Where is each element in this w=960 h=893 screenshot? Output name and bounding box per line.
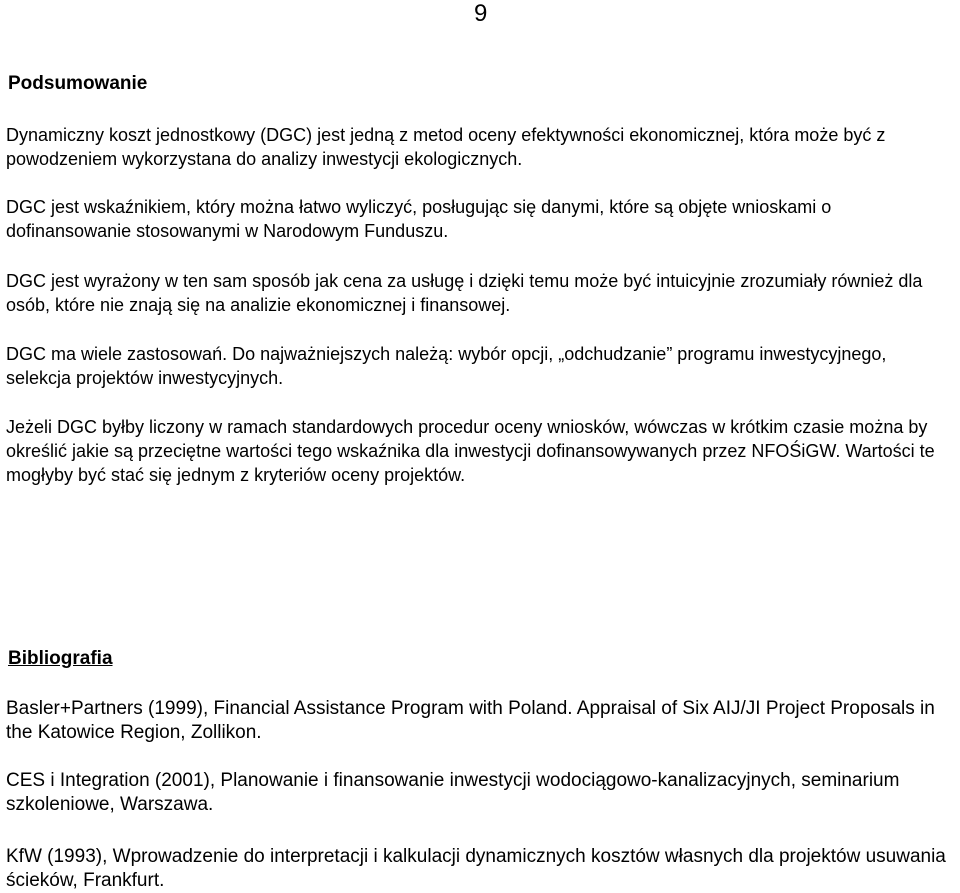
bibliography-entry-2: CES i Integration (2001), Planowanie i finansowanie inwestycji wodociągowo-kanalizacyjnych, seminarium szkoleniowe, Warszawa. <box>6 770 900 815</box>
page-number: 9 <box>474 0 488 27</box>
bibliography-heading: Bibliografia <box>8 648 113 669</box>
bibliography-entry-3: KfW (1993), Wprowadzenie do interpretacji i kalkulacji dynamicznych kosztów własnych dla projektów usuwania ścieków, Frankfurt. <box>6 846 946 891</box>
summary-heading: Podsumowanie <box>8 73 148 94</box>
summary-paragraph-3: DGC jest wyrażony w ten sam sposób jak cena za usługę i dzięki temu może być intuicyjnie zrozumiały również dla osób, które nie znają się na analizie ekonomicznej i finansowej. <box>6 271 923 315</box>
summary-paragraph-5: Jeżeli DGC byłby liczony w ramach standardowych procedur oceny wniosków, wówczas w krótkim czasie można by określić jakie są przeciętne wartości tego wskaźnika dla inwestycji dofinansowywanych przez NFOŚiGW. Wartości te mogłyby być stać się jednym z kryteriów oceny projektów. <box>6 417 935 485</box>
summary-paragraph-4: DGC ma wiele zastosowań. Do najważniejszych należą: wybór opcji, „odchudzanie” programu inwestycyjnego, selekcja projektów inwestycyjnych. <box>6 344 887 388</box>
summary-paragraph-1: Dynamiczny koszt jednostkowy (DGC) jest jedną z metod oceny efektywności ekonomicznej, która może być z powodzeniem wykorzystana do analizy inwestycji ekologicznych. <box>6 125 886 169</box>
summary-paragraph-2: DGC jest wskaźnikiem, który można łatwo wyliczyć, posługując się danymi, które są objęte wnioskami o dofinansowanie stosowanymi w Narodowym Funduszu. <box>6 197 832 241</box>
bibliography-entry-1: Basler+Partners (1999), Financial Assistance Program with Poland. Appraisal of Six AIJ/JI Project Proposals in the Katowice Region, Zollikon. <box>6 698 935 743</box>
